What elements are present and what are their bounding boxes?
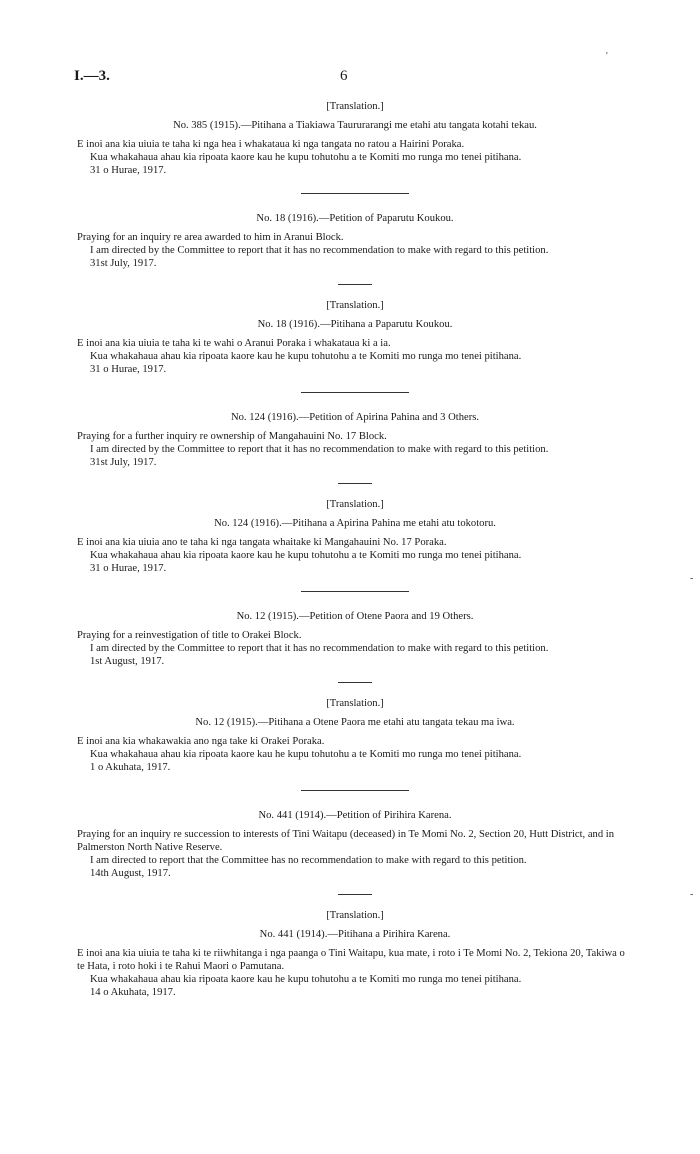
petition-report: Kua whakahaua ahau kia ripoata kaore kau he kupu tohutohu a te Komiti mo runga mo tenei pitihana. xyxy=(90,974,522,985)
petition-date: 31 o Hurae, 1917. xyxy=(90,563,167,574)
petition-section xyxy=(77,809,633,880)
translation-divider xyxy=(338,682,372,683)
petition-prayer: E inoi ana kia uiuia te taha ki te wahi o Aranui Poraka i whakataua ki a ia. xyxy=(77,338,391,349)
petition-prayer: E inoi ana kia uiuia ano te taha ki nga tangata whaitake ki Mangahauini No. 17 Poraka. xyxy=(77,537,447,548)
petition-prayer: Praying for a further inquiry re ownership of Mangahauini No. 17 Block. xyxy=(77,431,387,442)
petition-section xyxy=(77,411,633,469)
translation-tag: [Translation.] xyxy=(326,499,384,510)
petition-section xyxy=(77,909,633,999)
petition-section xyxy=(77,498,633,575)
document-reference: I.—3. xyxy=(74,68,110,84)
petition-prayer: E inoi ana kia uiuia te taha ki nga hea i whakataua ki nga tangata no ratou a Hairini Poraka. xyxy=(77,139,465,150)
petition-prayer: Praying for a reinvestigation of title to Orakei Block. xyxy=(77,630,302,641)
petition-report: Kua whakahaua ahau kia ripoata kaore kau he kupu tohutohu a te Komiti mo runga mo tenei pitihana. xyxy=(90,351,522,362)
section-divider xyxy=(301,193,409,194)
page-header xyxy=(74,70,634,88)
petition-date: 31 o Hurae, 1917. xyxy=(90,165,167,176)
petition-date: 14 o Akuhata, 1917. xyxy=(90,987,176,998)
petition-heading: No. 385 (1915).—Pitihana a Tiakiawa Taururarangi me etahi atu tangata kotahi tekau. xyxy=(173,120,537,131)
petition-date: 31 o Hurae, 1917. xyxy=(90,364,167,375)
petition-date: 1 o Akuhata, 1917. xyxy=(90,762,171,773)
petition-prayer: Praying for an inquiry re succession to interests of Tini Waitapu (deceased) in Te Momi No. 2, Section 20, Hutt District, and in Palmerston North Native Reserve. xyxy=(77,829,615,853)
translation-tag: [Translation.] xyxy=(326,101,384,112)
petition-prayer: E inoi ana kia uiuia te taha ki te riiwhitanga i nga paanga o Tini Waitapu, kua mate, i roto i Te Momi No. 2, Tekiona 20, Takiwa o te Hata, i roto hoki i te Rahui Maori o Pamutana. xyxy=(77,948,625,972)
petition-heading: No. 18 (1916).—Petition of Paparutu Koukou. xyxy=(256,213,454,224)
petition-report: Kua whakahaua ahau kia ripoata kaore kau he kupu tohutohu a te Komiti mo runga mo tenei pitihana. xyxy=(90,550,522,561)
translation-divider xyxy=(338,894,372,895)
translation-tag: [Translation.] xyxy=(326,698,384,709)
petition-section xyxy=(77,610,633,668)
petition-date: 14th August, 1917. xyxy=(90,868,171,879)
petition-date: 1st August, 1917. xyxy=(90,656,165,667)
margin-mark-low: - xyxy=(690,889,694,900)
section-divider xyxy=(301,591,409,592)
petition-heading: No. 124 (1916).—Petition of Apirina Pahina and 3 Others. xyxy=(230,412,480,423)
petition-heading: No. 12 (1915).—Petition of Otene Paora and 19 Others. xyxy=(236,611,474,622)
translation-tag: [Translation.] xyxy=(326,300,384,311)
petition-heading: No. 441 (1914).—Petition of Pirihira Karena. xyxy=(258,810,452,821)
petition-report: I am directed by the Committee to report that it has no recommendation to make with regard to this petition. xyxy=(90,643,549,654)
petition-prayer: Praying for an inquiry re area awarded to him in Aranui Block. xyxy=(77,232,344,243)
petition-report: I am directed by the Committee to report that it has no recommendation to make with regard to this petition. xyxy=(90,444,549,455)
translation-divider xyxy=(338,284,372,285)
petition-heading: No. 12 (1915).—Pitihana a Otene Paora me etahi atu tangata tekau ma iwa. xyxy=(195,717,515,728)
petition-section xyxy=(77,212,633,270)
petition-heading: No. 18 (1916).—Pitihana a Paparutu Koukou. xyxy=(257,319,453,330)
petition-report: I am directed to report that the Committee has no recommendation to make with regard to this petition. xyxy=(90,855,527,866)
petition-heading: No. 124 (1916).—Pitihana a Apirina Pahina me etahi atu tokotoru. xyxy=(214,518,496,529)
petition-report: I am directed by the Committee to report that it has no recommendation to make with regard to this petition. xyxy=(90,245,549,256)
section-divider xyxy=(301,790,409,791)
petition-report: Kua whakahaua ahau kia ripoata kaore kau he kupu tohutohu a te Komiti mo runga mo tenei pitihana. xyxy=(90,152,522,163)
translation-tag: [Translation.] xyxy=(326,910,384,921)
petition-heading: No. 441 (1914).—Pitihana a Pirihira Karena. xyxy=(259,929,451,940)
page-body xyxy=(77,100,633,999)
margin-mark-top: ' xyxy=(606,51,608,62)
petition-section xyxy=(77,299,633,376)
petition-section xyxy=(77,697,633,774)
petition-prayer: E inoi ana kia whakawakia ano nga take ki Orakei Poraka. xyxy=(77,736,325,747)
petition-date: 31st July, 1917. xyxy=(90,457,157,468)
petition-date: 31st July, 1917. xyxy=(90,258,157,269)
petition-report: Kua whakahaua ahau kia ripoata kaore kau he kupu tohutohu a te Komiti mo runga mo tenei pitihana. xyxy=(90,749,522,760)
petition-section xyxy=(77,100,633,177)
translation-divider xyxy=(338,483,372,484)
margin-mark-mid: - xyxy=(690,573,694,584)
page-number: 6 xyxy=(340,68,348,84)
section-divider xyxy=(301,392,409,393)
